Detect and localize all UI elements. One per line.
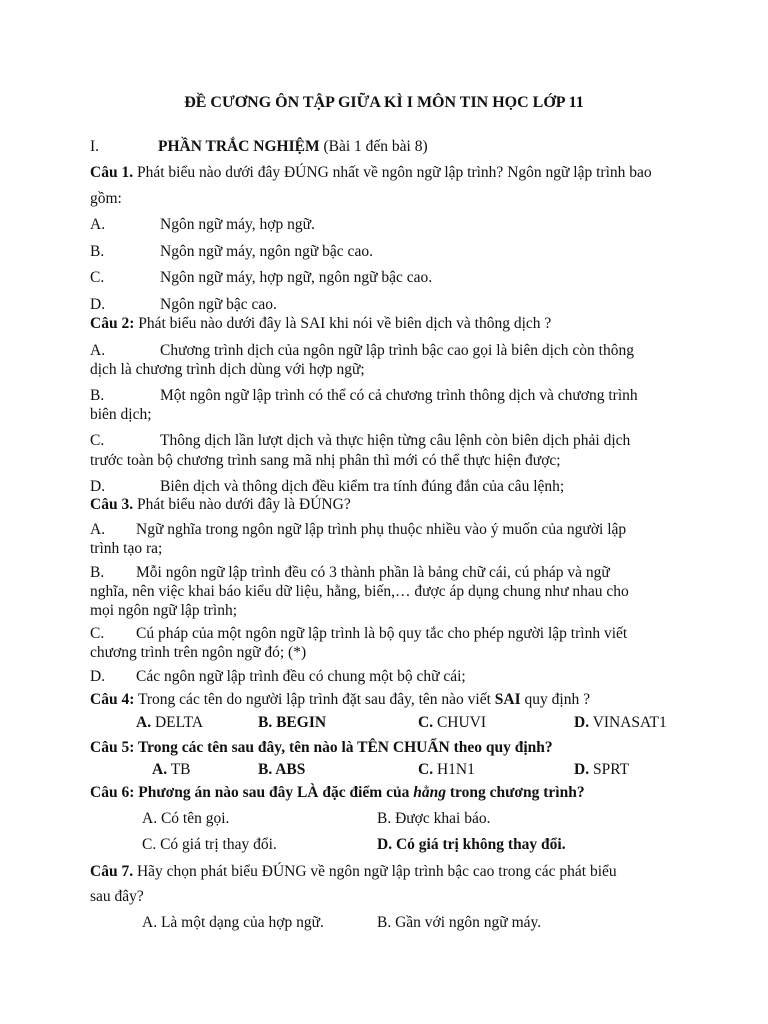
q4-option-a-text: DELTA [154, 714, 204, 731]
question-3-text: Phát biểu nào dưới đây là ĐÚNG? [136, 496, 351, 513]
q3-option-d-key: D. [90, 668, 106, 685]
q3-option-c: Cú pháp của một ngôn ngữ lập trình là bộ quy tắc cho phép người lập trình viết [136, 625, 628, 642]
q3-option-b-cont2: mọi ngôn ngữ lập trình; [90, 602, 238, 619]
q2-option-a: Chương trình dịch của ngôn ngữ lập trình bậc cao gọi là biên dịch còn thông [160, 342, 634, 359]
question-3-label: Câu 3. [90, 496, 134, 513]
q2-option-c-cont: trước toàn bộ chương trình sang mã nhị phân thì mới có thể thực hiện được; [90, 452, 561, 469]
document-title: ĐỀ CƯƠNG ÔN TẬP GIỮA KÌ I MÔN TIN HỌC LỚP 11 [184, 94, 584, 111]
q3-option-d: Các ngôn ngữ lập trình đều có chung một bộ chữ cái; [136, 668, 466, 685]
q2-option-c: Thông dịch lần lượt dịch và thực hiện từng câu lệnh còn biên dịch phải dịch [160, 432, 631, 449]
question-1-text-cont: gồm: [90, 190, 122, 207]
q4-option-c-text: CHUVI [436, 714, 487, 731]
question-6-label-end: trong chương trình? [449, 784, 585, 801]
q6-option-c: C. Có giá trị thay đổi. [142, 836, 277, 853]
section-heading [158, 137, 428, 157]
q4-option-b [258, 713, 326, 733]
question-2-text: Phát biểu nào dưới đây là SAI khi nói về biên dịch và thông dịch ? [138, 315, 552, 332]
question-4-emphasis: SAI [494, 691, 521, 708]
question-4-text: Trong các tên do người lập trình đặt sau đây, tên nào viết [137, 691, 491, 708]
q4-option-d [574, 713, 667, 733]
section-heading-text: PHẦN TRẮC NGHIỆM [158, 138, 320, 155]
q2-option-a-cont: dịch là chương trình dịch dùng với hợp ngữ; [90, 361, 365, 378]
question-3 [90, 495, 351, 515]
q3-option-a-key: A. [90, 521, 106, 538]
q3-option-c-key: C. [90, 625, 105, 642]
question-5 [90, 738, 553, 758]
q5-option-b [258, 760, 305, 780]
question-4-text-end: quy định ? [524, 691, 590, 708]
q2-option-d-key: D. [90, 478, 106, 495]
q3-option-a: Ngữ nghĩa trong ngôn ngữ lập trình phụ thuộc nhiều vào ý muốn của người lập [136, 521, 627, 538]
q3-option-c-cont: chương trình trên ngôn ngữ đó; (*) [90, 644, 307, 661]
q3-option-b-cont1: nghĩa, nên việc khai báo kiểu dữ liệu, hằng, biến,… được áp dụng chung như nhau cho [90, 583, 629, 600]
question-7-label: Câu 7. [90, 863, 134, 880]
q1-option-b-key: B. [90, 243, 105, 260]
q5-option-c [418, 760, 475, 780]
q4-option-c-key: C. [418, 714, 434, 731]
q1-option-c: Ngôn ngữ máy, hợp ngữ, ngôn ngữ bậc cao. [160, 269, 433, 286]
q1-option-d: Ngôn ngữ bậc cao. [160, 296, 277, 313]
q6-option-a: A. Có tên gọi. [142, 810, 230, 827]
q2-option-b-key: B. [90, 387, 105, 404]
question-6-label: Câu 6: Phương án nào sau đây LÀ đặc điểm của [90, 784, 410, 801]
q1-option-c-key: C. [90, 269, 105, 286]
q3-option-a-cont: trình tạo ra; [90, 540, 163, 557]
q5-option-d-text: SPRT [592, 761, 630, 778]
question-6-emphasis: hằng [413, 784, 446, 801]
q2-option-a-key: A. [90, 342, 106, 359]
q3-option-b-key: B. [90, 564, 105, 581]
q4-option-d-key: D. [574, 714, 590, 731]
question-6 [90, 783, 585, 803]
q1-option-d-key: D. [90, 296, 106, 313]
section-scope: (Bài 1 đến bài 8) [323, 138, 428, 155]
q4-option-c [418, 713, 486, 733]
q7-option-b: B. Gần với ngôn ngữ máy. [377, 914, 542, 931]
q1-option-a-key: A. [90, 216, 106, 233]
q5-option-a-key: A. [152, 761, 168, 778]
question-2 [90, 314, 551, 334]
q7-option-a: A. Là một dạng của hợp ngữ. [142, 914, 324, 931]
q2-option-b-cont: biên dịch; [90, 406, 152, 423]
question-1-text: Phát biểu nào dưới đây ĐÚNG nhất về ngôn ngữ lập trình? Ngôn ngữ lập trình bao [136, 164, 652, 181]
q4-option-a-key: A. [136, 714, 152, 731]
q5-option-a [152, 760, 191, 780]
question-1 [90, 163, 652, 183]
question-7-text-cont: sau đây? [90, 888, 144, 905]
section-number: I. [90, 138, 100, 155]
question-4-label: Câu 4: [90, 691, 135, 708]
q5-option-a-text: TB [170, 761, 191, 778]
q1-option-b: Ngôn ngữ máy, ngôn ngữ bậc cao. [160, 243, 373, 260]
q5-option-d [574, 760, 629, 780]
q4-option-a [136, 713, 203, 733]
question-4 [90, 690, 590, 710]
q3-option-b: Mỗi ngôn ngữ lập trình đều có 3 thành phần là bảng chữ cái, cú pháp và ngữ [136, 564, 610, 581]
q5-option-b-key: B. ABS [258, 761, 306, 778]
question-5-label: Câu 5: Trong các tên sau đây, tên nào là TÊN CHUẨN theo quy định? [90, 739, 553, 756]
question-7 [90, 862, 617, 882]
q5-option-c-key: C. [418, 761, 434, 778]
q2-option-b: Một ngôn ngữ lập trình có thể có cả chương trình thông dịch và chương trình [160, 387, 638, 404]
q5-option-c-text: H1N1 [436, 761, 475, 778]
q5-option-d-key: D. [574, 761, 590, 778]
q6-option-b: B. Được khai báo. [377, 810, 491, 827]
question-2-label: Câu 2: [90, 315, 135, 332]
q6-option-d: D. Có giá trị không thay đổi. [377, 836, 566, 853]
q1-option-a: Ngôn ngữ máy, hợp ngữ. [160, 216, 315, 233]
q4-option-d-text: VINASAT1 [592, 714, 667, 731]
q2-option-d: Biên dịch và thông dịch đều kiểm tra tính đúng đắn của câu lệnh; [160, 478, 565, 495]
q2-option-c-key: C. [90, 432, 105, 449]
q4-option-b-key: B. BEGIN [258, 714, 327, 731]
question-7-text: Hãy chọn phát biểu ĐÚNG về ngôn ngữ lập trình bậc cao trong các phát biểu [136, 863, 617, 880]
question-1-label: Câu 1. [90, 164, 134, 181]
